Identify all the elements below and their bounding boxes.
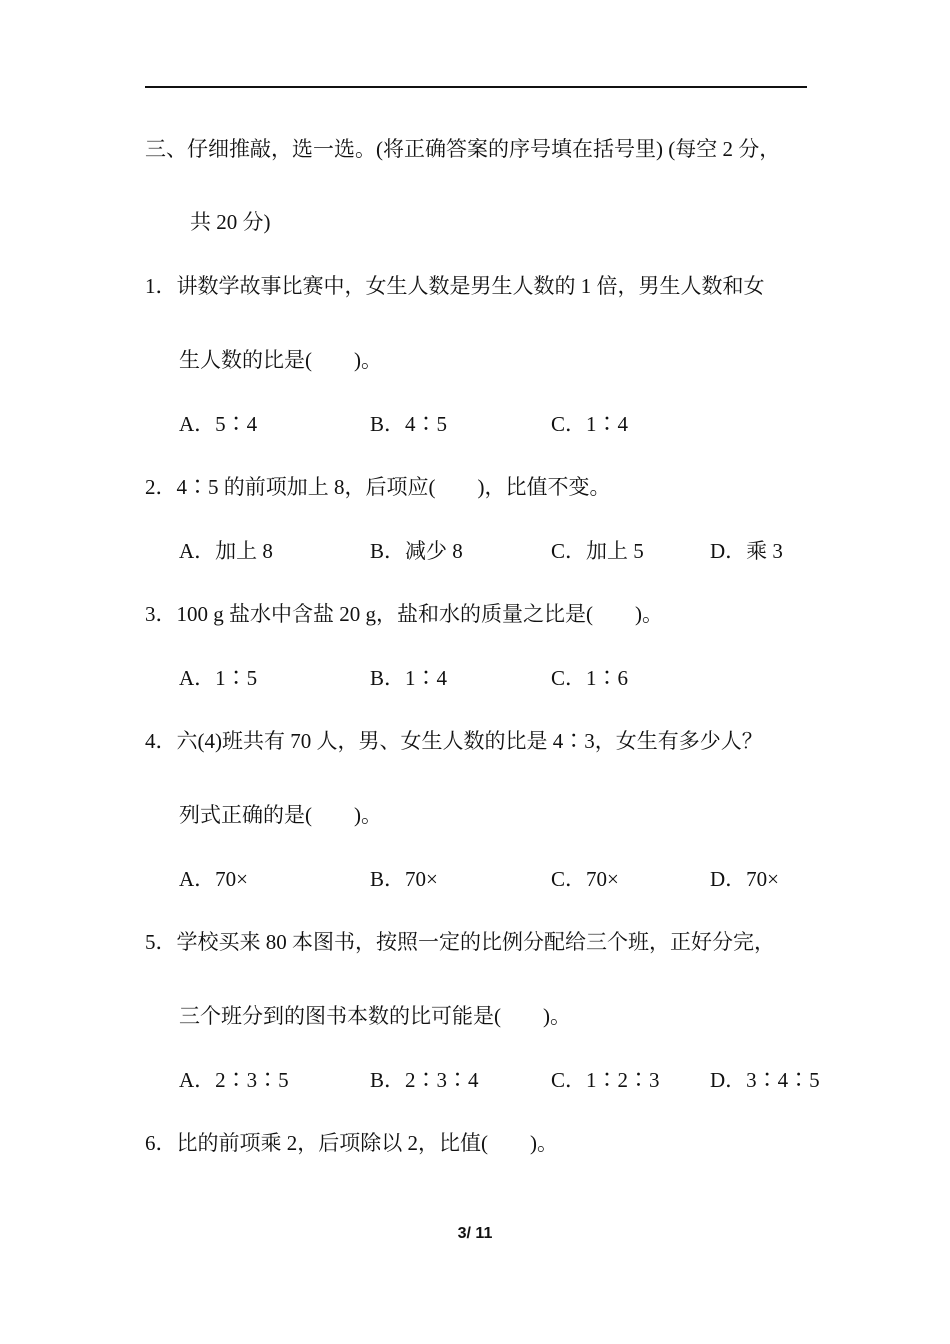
page-number: 3/ 11 [457, 1225, 493, 1242]
question-2-option-c[interactable]: C．加上 5 [551, 539, 644, 563]
question-6-text: 6．比的前项乘 2，后项除以 2，比值( )。 [145, 1131, 558, 1155]
question-4-option-a[interactable]: A．70× [179, 867, 249, 891]
question-4-option-d[interactable]: D．70× [710, 867, 780, 891]
question-3-option-a[interactable]: A．1∶5 [179, 666, 258, 690]
question-5-option-c[interactable]: C．1∶2∶3 [551, 1068, 660, 1092]
question-2-text: 2．4∶5 的前项加上 8，后项应( )，比值不变。 [145, 475, 611, 499]
question-1-option-c[interactable]: C．1∶4 [551, 412, 629, 436]
question-1-option-a[interactable]: A．5∶4 [179, 412, 258, 436]
question-2-option-b[interactable]: B．减少 8 [370, 539, 463, 563]
section-heading: 三、仔细推敲，选一选。(将正确答案的序号填在括号里) (每空 2 分， [145, 137, 781, 161]
question-5-option-a[interactable]: A．2∶3∶5 [179, 1068, 289, 1092]
question-1-text-cont: 生人数的比是( )。 [179, 348, 382, 372]
question-4-option-c[interactable]: C．70× [551, 867, 619, 891]
question-1-text: 1．讲数学故事比赛中，女生人数是男生人数的 1 倍，男生人数和女 [145, 274, 765, 298]
question-3-text: 3．100 g 盐水中含盐 20 g，盐和水的质量之比是( )。 [145, 602, 663, 626]
question-3-option-c[interactable]: C．1∶6 [551, 666, 629, 690]
question-4-option-b[interactable]: B．70× [370, 867, 438, 891]
question-5-option-b[interactable]: B．2∶3∶4 [370, 1068, 479, 1092]
question-4-text: 4．六(4)班共有 70 人，男、女生人数的比是 4∶3，女生有多少人？ [145, 729, 763, 753]
question-3-option-b[interactable]: B．1∶4 [370, 666, 448, 690]
question-1-option-b[interactable]: B．4∶5 [370, 412, 448, 436]
question-5-option-d[interactable]: D．3∶4∶5 [710, 1068, 820, 1092]
section-heading-cont: 共 20 分) [190, 210, 271, 234]
header-rule [145, 86, 807, 88]
question-5-text: 5．学校买来 80 本图书，按照一定的比例分配给三个班，正好分完， [145, 930, 775, 954]
question-2-option-a[interactable]: A．加上 8 [179, 539, 273, 563]
question-2-option-d[interactable]: D．乘 3 [710, 539, 783, 563]
question-5-text-cont: 三个班分到的图书本数的比可能是( )。 [179, 1004, 571, 1028]
question-4-text-cont: 列式正确的是( )。 [179, 803, 382, 827]
